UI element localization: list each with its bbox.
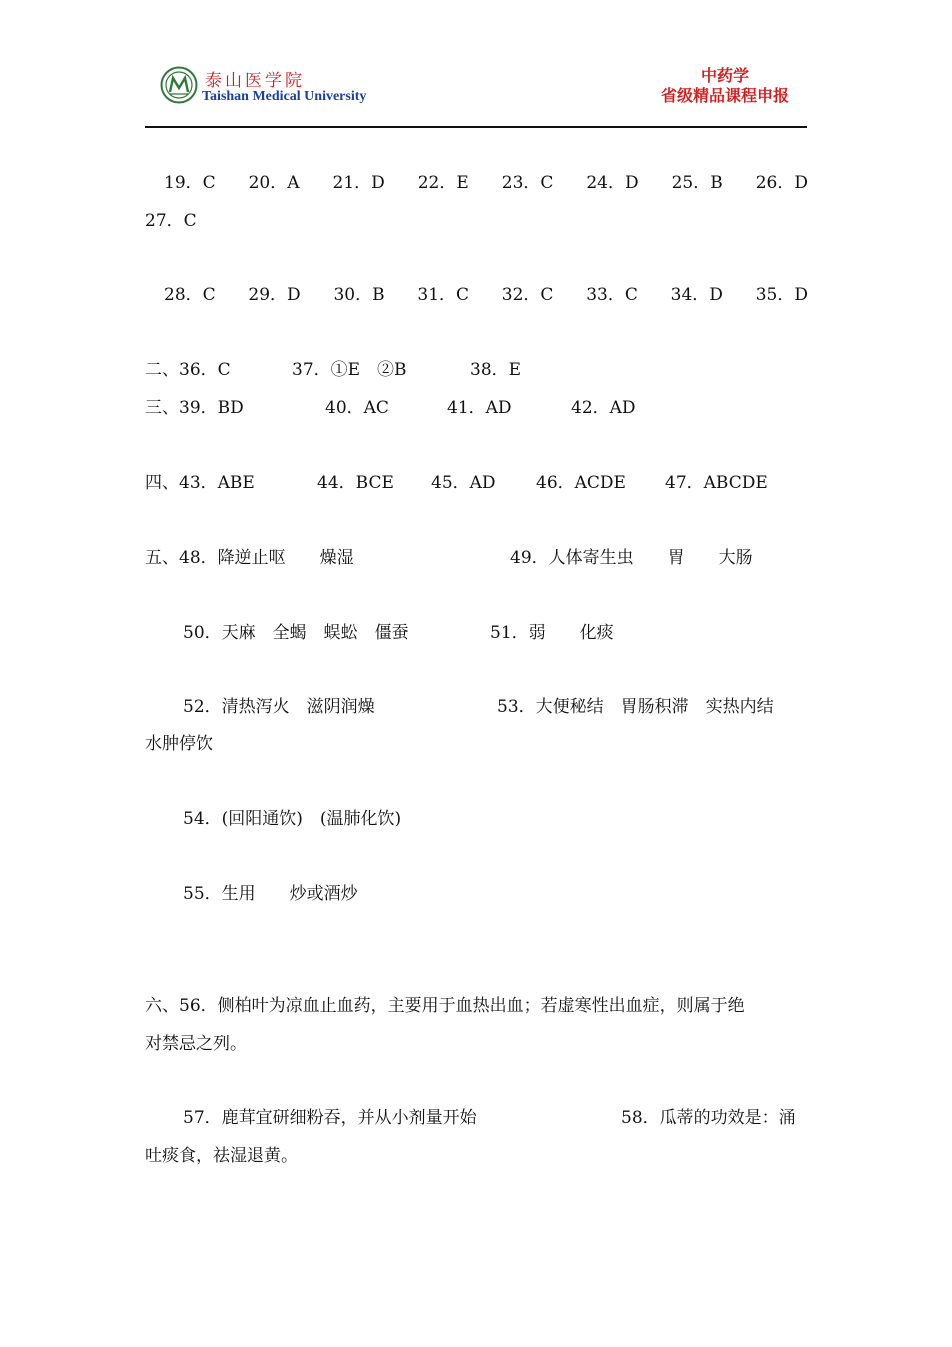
answer-item: 25．B: [671, 173, 723, 193]
answer-item: 19．C: [164, 173, 216, 193]
answer-item: 32．C: [501, 285, 554, 305]
answer-item: 21．D: [332, 173, 385, 193]
answer-item: 22．E: [417, 173, 469, 193]
answer-item: 46．ACDE: [536, 473, 626, 493]
section-prefix: 二、: [145, 360, 179, 380]
answer-48: [145, 547, 354, 569]
section-prefix: 四、: [145, 473, 179, 493]
university-name-cn: 泰山医学院: [205, 71, 305, 91]
answer-56-continued: 对禁忌之列。: [145, 1034, 247, 1054]
university-name-en: Taishan Medical University: [202, 89, 367, 104]
answer-item: 37．①E ②B: [292, 360, 407, 380]
answer-item: 36．C: [179, 360, 231, 380]
answer-text: 56．侧柏叶为凉血止血药，主要用于血热出血；若虚寒性出血症，则属于绝: [179, 996, 745, 1016]
section-3-answers: [145, 397, 244, 419]
course-title-line1: 中药学: [700, 66, 749, 85]
answer-item: 45．AD: [431, 473, 496, 493]
answer-item: 30．B: [333, 285, 385, 305]
answer-item: 34．D: [670, 285, 723, 305]
section-prefix: 五、: [145, 548, 179, 568]
course-title: [661, 66, 789, 106]
answer-item: 40．AC: [325, 398, 389, 418]
answer-55: 55．生用 炒或酒炒: [183, 884, 358, 904]
answer-item: 20．A: [248, 173, 300, 193]
answer-57: 57．鹿茸宜研细粉吞，并从小剂量开始: [183, 1108, 477, 1128]
answer-item: 31．C: [417, 285, 470, 305]
section-prefix: 三、: [145, 398, 179, 418]
section-4-answers: [145, 472, 255, 494]
university-logo-icon: [160, 66, 198, 104]
answer-53: 53．大便秘结 胃肠积滞 实热内结: [497, 697, 774, 717]
section-2-answers: [145, 359, 231, 381]
answer-58-continued: 吐痰食，祛湿退黄。: [145, 1146, 298, 1166]
answer-item: 38．E: [470, 360, 522, 380]
answer-51: 51．弱 化痰: [490, 623, 614, 643]
answer-50: 50．天麻 全蝎 蜈蚣 僵蚕: [183, 623, 409, 643]
answer-item: 28．C: [164, 285, 216, 305]
answer-item: 27．C: [145, 211, 197, 231]
answer-56: [145, 995, 745, 1017]
answer-text: 48．降逆止呕 燥湿: [179, 548, 354, 568]
answer-item: 26．D: [755, 173, 808, 193]
answer-item: 44．BCE: [317, 473, 394, 493]
answer-item: 29．D: [248, 285, 301, 305]
answer-item: 42．AD: [571, 398, 636, 418]
answer-52: 52．清热泻火 滋阴润燥: [183, 697, 375, 717]
answer-item: 24．D: [586, 173, 639, 193]
answer-54: 54．(回阳通饮) (温肺化饮): [183, 809, 402, 829]
page-header: [145, 60, 807, 128]
answer-item: 41．AD: [447, 398, 512, 418]
answer-item: 23．C: [501, 173, 554, 193]
answer-item: 47．ABCDE: [665, 473, 768, 493]
answer-53-continued: 水肿停饮: [145, 734, 213, 754]
answer-49: 49．人体寄生虫 胃 大肠: [510, 548, 753, 568]
answer-item: 33．C: [586, 285, 638, 305]
answers-row-28-35: [164, 284, 808, 306]
answer-item: 35．D: [755, 285, 808, 305]
answer-58: 58．瓜蒂的功效是：涌: [621, 1108, 796, 1128]
course-title-line2: 省级精品课程申报: [660, 86, 789, 105]
answer-item: 39．BD: [179, 398, 244, 418]
section-prefix: 六、: [145, 996, 179, 1016]
answers-row-19-26: [164, 172, 808, 194]
answer-item: 43．ABE: [179, 473, 255, 493]
